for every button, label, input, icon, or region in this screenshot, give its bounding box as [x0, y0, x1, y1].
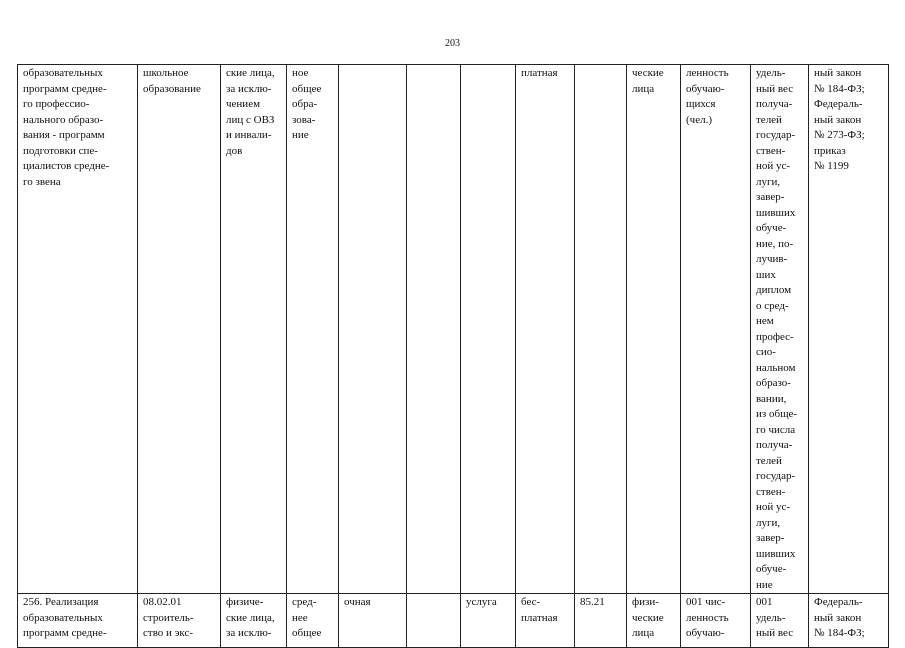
- table-cell-payment: платная: [516, 65, 575, 594]
- table-cell-consumer-category: физи- ческие лица: [627, 594, 681, 648]
- table-cell-empty: [407, 594, 461, 648]
- table-cell-consumers: физиче- ские лица, за исклю-: [221, 594, 287, 648]
- table-cell-consumer-category: ческие лица: [627, 65, 681, 594]
- table-row: [18, 65, 889, 594]
- table-cell-okved: 85.21: [575, 594, 627, 648]
- services-table: [17, 64, 889, 648]
- table-cell-empty: [407, 65, 461, 594]
- table-cell-payment: бес- платная: [516, 594, 575, 648]
- table-cell-program: 08.02.01 строитель- ство и экс-: [138, 594, 221, 648]
- table-cell-education-level: сред- нее общее: [287, 594, 339, 648]
- table-cell-okved: [575, 65, 627, 594]
- table-cell-form: [339, 65, 407, 594]
- table-cell-service-name: 256. Реализация образовательных программ средне-: [18, 594, 138, 648]
- table-cell-quality-indicator: 001 удель- ный вес: [751, 594, 809, 648]
- table-cell-type: [461, 65, 516, 594]
- table-cell-volume-indicator: 001 чис- ленность обучаю-: [681, 594, 751, 648]
- table-cell-program: школьное образование: [138, 65, 221, 594]
- table-cell-volume-indicator: ленность обучаю- щихся (чел.): [681, 65, 751, 594]
- table-cell-form: очная: [339, 594, 407, 648]
- table-cell-legal-basis: Федераль- ный закон № 184-ФЗ;: [809, 594, 889, 648]
- page-number: 203: [445, 38, 460, 49]
- table-cell-service-name: образовательных программ средне- го профессио- нального образо- вания - программ подготовки спе- циалистов средне- го звена: [18, 65, 138, 594]
- table-cell-quality-indicator: удель- ный вес получа- телей государ- ствен- ной ус- луги, завер- шивших обуче- ние, по- лучив- ших диплом о сред- нем профес- сио- нальном образо- вании, из обще- го числа получа- телей государ- ствен- ной ус- луги, завер- шивших обуче- ние: [751, 65, 809, 594]
- table-cell-education-level: ное общее обра- зова- ние: [287, 65, 339, 594]
- table-cell-type: услуга: [461, 594, 516, 648]
- table-cell-legal-basis: ный закон № 184-ФЗ; Федераль- ный закон № 273-ФЗ; приказ № 1199: [809, 65, 889, 594]
- table-row: [18, 594, 889, 648]
- table-cell-consumers: ские лица, за исклю- чением лиц с ОВЗ и инвали- дов: [221, 65, 287, 594]
